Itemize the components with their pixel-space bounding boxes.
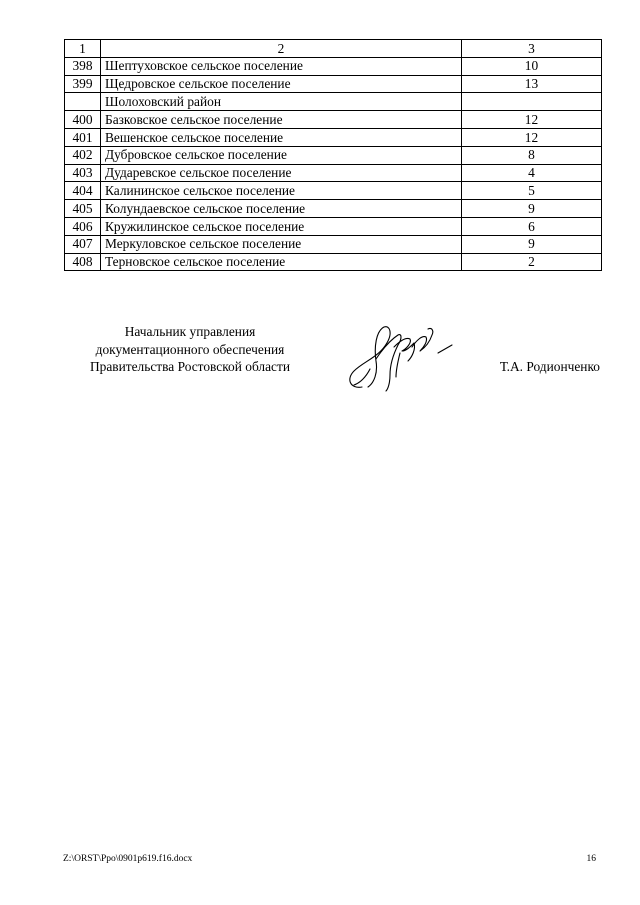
settlement-value: 12: [462, 128, 602, 146]
settlement-name: Шептуховское сельское поселение: [101, 57, 462, 75]
row-number: 403: [65, 164, 101, 182]
row-number: 401: [65, 128, 101, 146]
row-number: 404: [65, 182, 101, 200]
table-row: [65, 217, 602, 235]
settlement-name: Калининское сельское поселение: [101, 182, 462, 200]
row-number: 400: [65, 111, 101, 129]
signer-position-line: Правительства Ростовской области: [89, 359, 291, 374]
settlement-value: 6: [462, 217, 602, 235]
row-number: 405: [65, 200, 101, 218]
settlement-name: Колундаевское сельское поселение: [101, 200, 462, 218]
row-number: 406: [65, 217, 101, 235]
table-row: [65, 128, 602, 146]
settlement-value: 10: [462, 57, 602, 75]
table-row: [65, 253, 602, 271]
settlement-value: 12: [462, 111, 602, 129]
settlement-value: 2: [462, 253, 602, 271]
row-number: 402: [65, 146, 101, 164]
table-row: [65, 164, 602, 182]
table-row: [65, 146, 602, 164]
table-row: [65, 75, 602, 93]
footer-file-path: Z:\ORST\Ppo\0901p619.f16.docx: [63, 854, 193, 864]
table-header-row: [65, 40, 602, 58]
settlements-table: [64, 39, 602, 271]
row-number: 408: [65, 253, 101, 271]
signer-position-line: документационного обеспечения: [95, 341, 285, 357]
handwritten-signature-icon: [340, 317, 460, 397]
table-row: [65, 200, 602, 218]
page-number: 16: [586, 854, 596, 864]
signer-name: Т.А. Родионченко: [499, 359, 600, 374]
signer-position-line: Начальник управления: [124, 324, 256, 339]
settlement-name: Дубровское сельское поселение: [101, 146, 462, 164]
settlement-name: Щедровское сельское поселение: [101, 75, 462, 93]
signer-position: [70, 323, 310, 376]
settlement-value: 9: [462, 235, 602, 253]
header-cell-value: 3: [462, 40, 602, 58]
settlement-name: Терновское сельское поселение: [101, 253, 462, 271]
table-row: [65, 111, 602, 129]
settlement-value: 5: [462, 182, 602, 200]
table-row: [65, 57, 602, 75]
row-number: [65, 93, 101, 111]
header-cell-number: 1: [65, 40, 101, 58]
settlement-value: 9: [462, 200, 602, 218]
settlement-name: Дударевское сельское поселение: [101, 164, 462, 182]
settlement-name: Базковское сельское поселение: [101, 111, 462, 129]
settlement-name: Вешенское сельское поселение: [101, 128, 462, 146]
row-number: 399: [65, 75, 101, 93]
settlement-value: 13: [462, 75, 602, 93]
settlement-name: Кружилинское сельское поселение: [101, 217, 462, 235]
district-name: Шолоховский район: [101, 93, 462, 111]
district-row: [65, 93, 602, 111]
signature-block: [40, 323, 600, 403]
settlement-value: 8: [462, 146, 602, 164]
table-row: [65, 235, 602, 253]
row-number: 398: [65, 57, 101, 75]
settlement-value: [462, 93, 602, 111]
row-number: 407: [65, 235, 101, 253]
table-row: [65, 182, 602, 200]
settlement-name: Меркуловское сельское поселение: [101, 235, 462, 253]
header-cell-name: 2: [101, 40, 462, 58]
settlement-value: 4: [462, 164, 602, 182]
